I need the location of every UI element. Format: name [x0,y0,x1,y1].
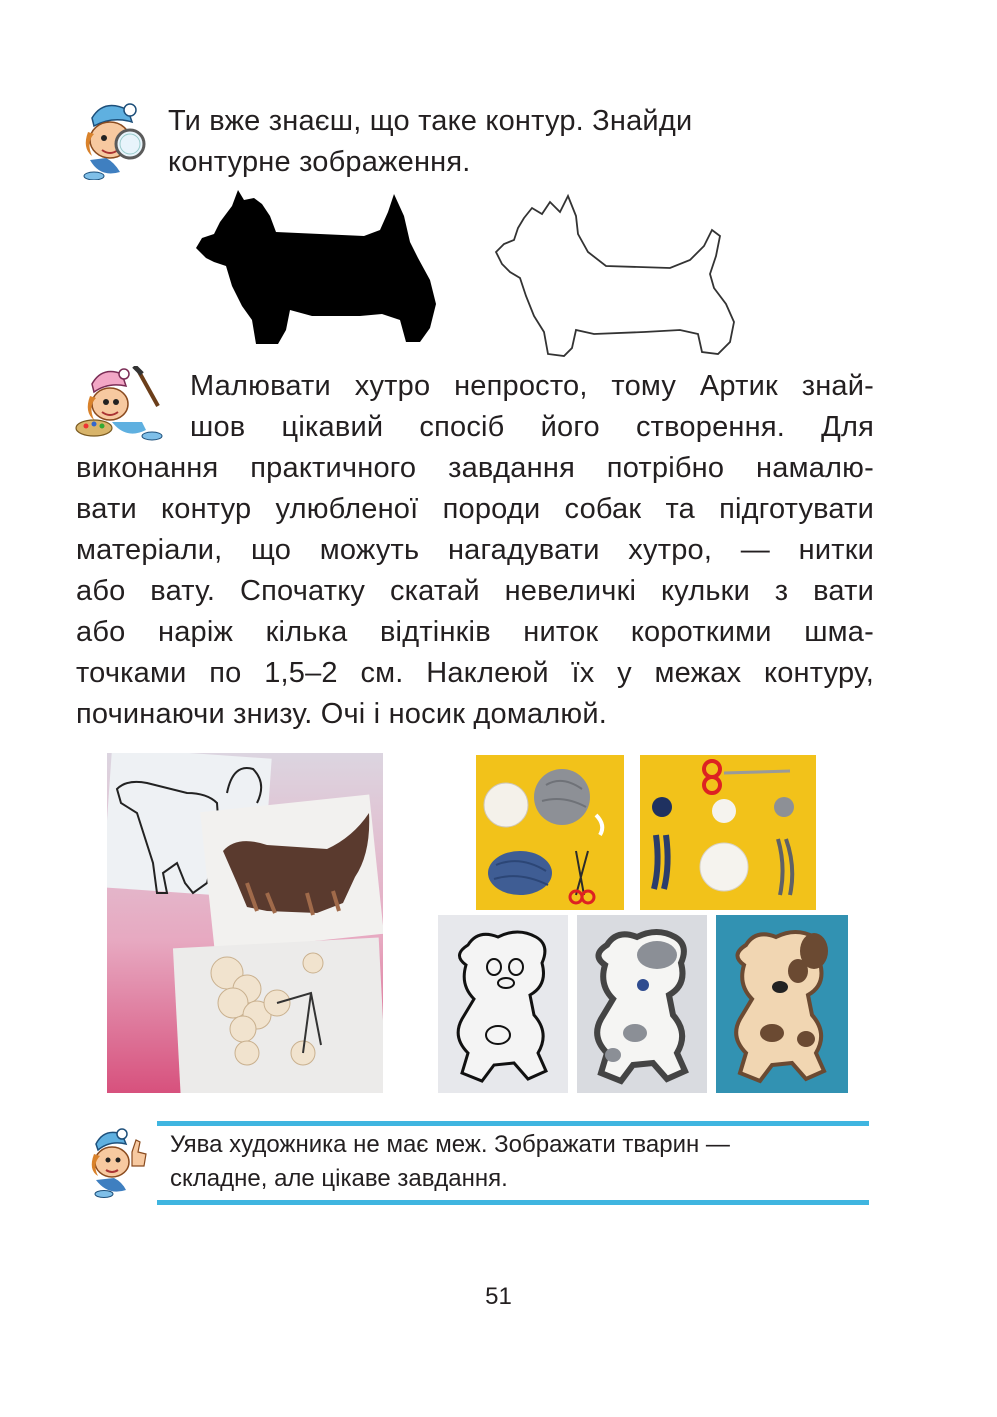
artik-magnifier-icon [70,98,154,180]
dog-crafts-collage-photo [107,753,383,1093]
task-line-5: матеріали, що можуть нагадувати хутро, — нитки [76,534,874,566]
artik-brush-icon [72,366,172,444]
task-line-8: точками по 1,5–2 см. Наклеюй їх у межах контуру, [76,657,874,689]
task-line-9: починаючи знизу. Очі і носик домалюй. [76,698,608,730]
puppy-cotton-photo [577,915,707,1093]
task-line-3: виконання практичного завдання потрібно намалю- [76,452,874,484]
note-bottom-bar [157,1200,869,1205]
intro-line-1: Ти вже знаєш, що таке контур. Знайди [168,105,693,137]
note-line-1: Уява художника не має меж. Зображати тварин — [170,1131,730,1158]
intro-text [168,101,788,183]
task-line-6: або вату. Спочатку скатай невеличкі кульки з вати [76,575,874,607]
artik-thumbs-up-icon [82,1126,152,1198]
puppy-outline-photo [438,915,568,1093]
intro-line-2: контурне зображення. [168,146,471,178]
scottie-outline-image [494,192,746,358]
task-line-1: Малювати хутро непросто, тому Артик знай- [190,370,874,402]
scottie-silhouette-image [192,186,442,346]
task-line-7: або наріж кілька відтінків ниток короткими шма- [76,616,874,648]
task-line-2: шов цікавий спосіб його створення. Для [190,411,874,443]
note-text [170,1128,860,1196]
prepared-materials-photo [640,755,816,910]
yarn-and-cotton-materials-photo [476,755,624,910]
page-number: 51 [485,1283,512,1310]
task-line-4: вати контур улюбленої породи собак та підготувати [76,493,874,525]
note-top-bar [157,1121,869,1126]
note-line-2: складне, але цікаве завдання. [170,1165,508,1192]
puppy-sand-art-photo [716,915,848,1093]
